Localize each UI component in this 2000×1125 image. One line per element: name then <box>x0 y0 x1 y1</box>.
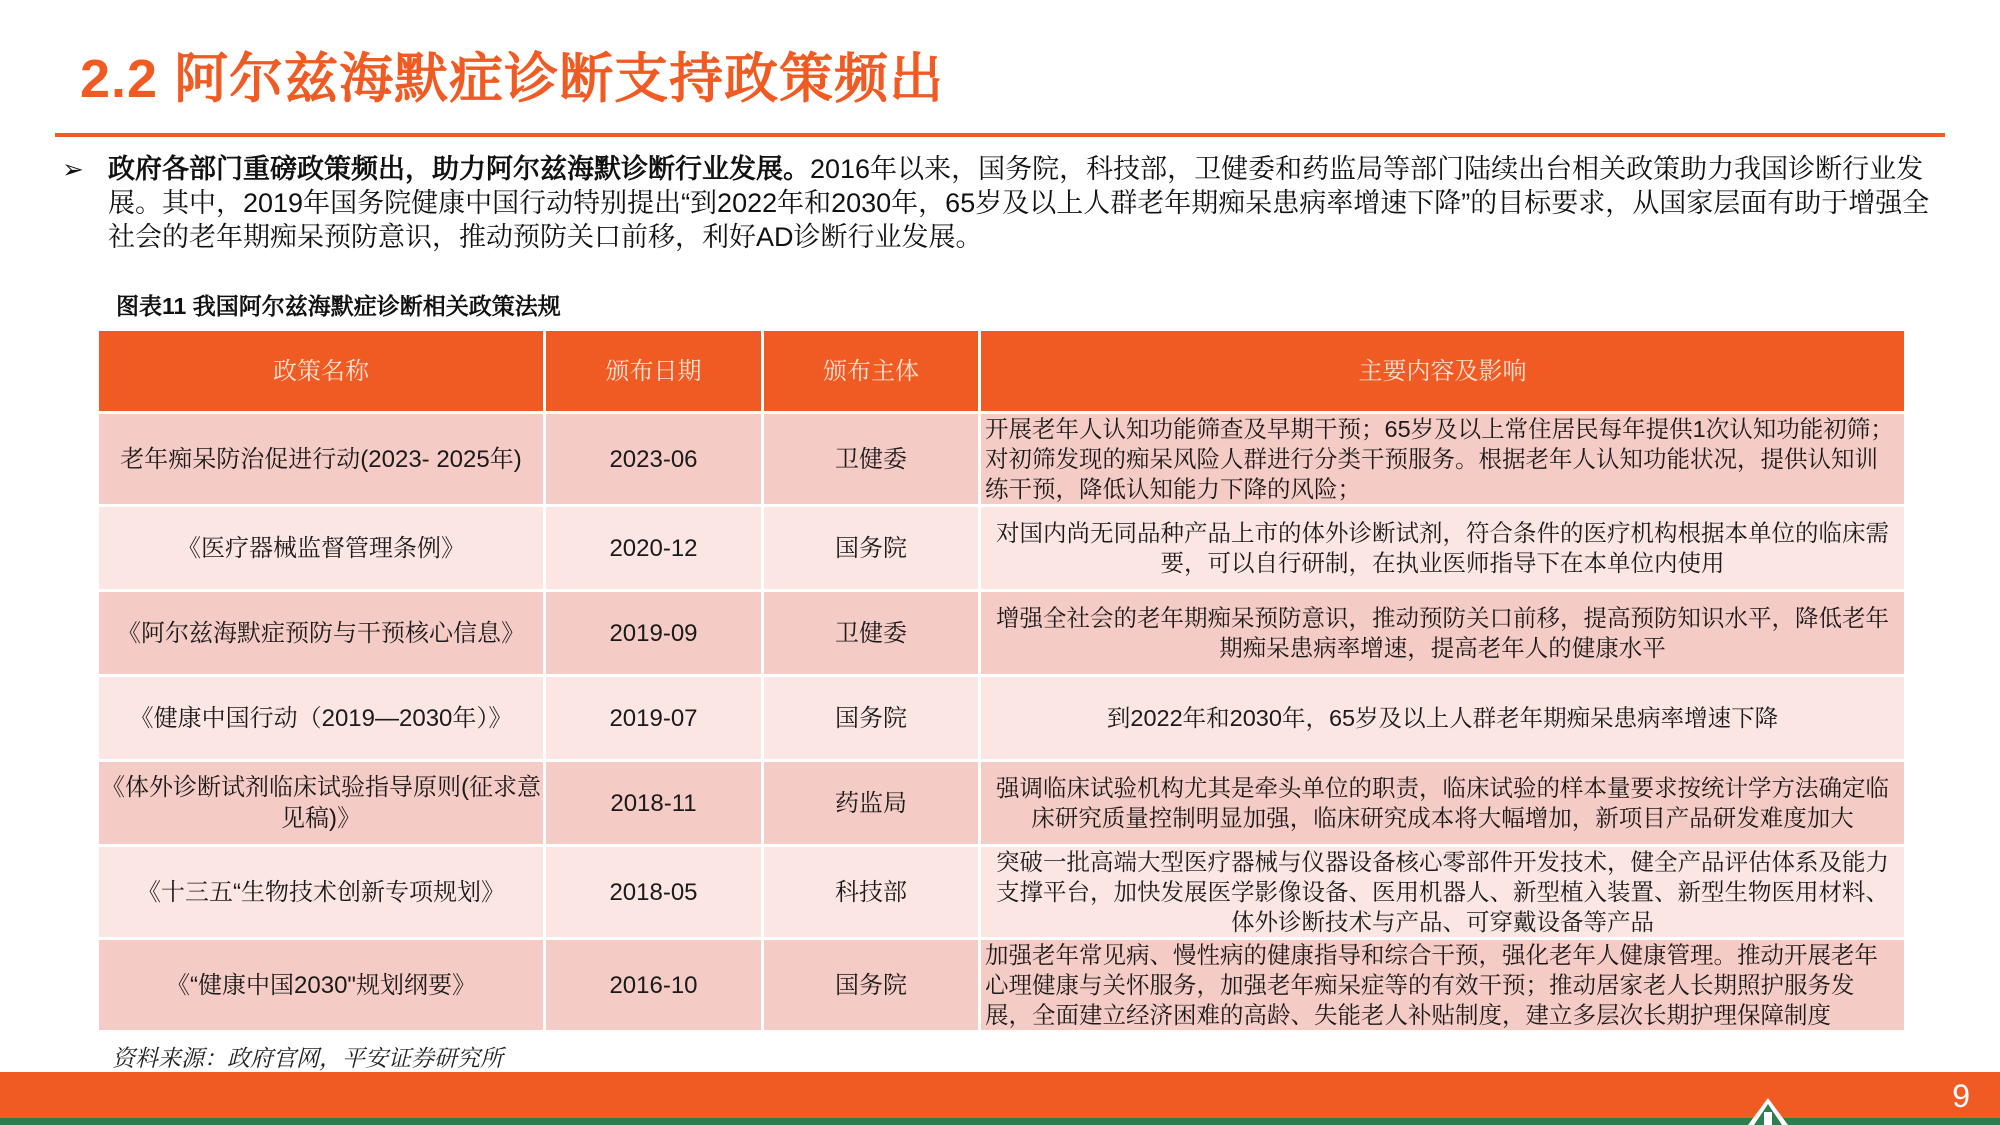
table-row <box>98 939 1906 1032</box>
cell-content: 开展老年人认知功能筛查及早期干预；65岁及以上常住居民每年提供1次认知功能初筛；对初筛发现的痴呆风险人群进行分类干预服务。根据老年人认知功能状况，提供认知训练干预，降低认知能力下降的风险； <box>980 413 1906 506</box>
table-row <box>98 846 1906 939</box>
cell-issuer: 科技部 <box>763 846 980 939</box>
page-number: 9 <box>1952 1078 1970 1114</box>
footer-bar <box>0 1072 2000 1118</box>
source-note: 资料来源：政府官网，平安证券研究所 <box>112 1045 503 1071</box>
table-row <box>98 413 1906 506</box>
table-row <box>98 761 1906 846</box>
page-title: 2.2 阿尔兹海默症诊断支持政策频出 <box>80 49 945 109</box>
cell-content: 强调临床试验机构尤其是牵头单位的职责，临床试验的样本量要求按统计学方法确定临床研究质量控制明显加强，临床研究成本将大幅增加，新项目产品研发难度加大 <box>980 761 1906 846</box>
intro-paragraph <box>108 152 1948 254</box>
cell-policy-name: 老年痴呆防治促进行动(2023- 2025年) <box>98 413 545 506</box>
footer-green-line <box>0 1118 2000 1125</box>
cell-content: 到2022年和2030年，65岁及以上人群老年期痴呆患病率增速下降 <box>980 676 1906 761</box>
table-caption: 图表11 我国阿尔兹海默症诊断相关政策法规 <box>116 293 561 319</box>
table-row <box>98 676 1906 761</box>
cell-content: 突破一批高端大型医疗器械与仪器设备核心零部件开发技术，健全产品评估体系及能力支撑平台，加快发展医学影像设备、医用机器人、新型植入装置、新型生物医用材料、体外诊断技术与产品、可穿戴设备等产品 <box>980 846 1906 939</box>
cell-issuer: 国务院 <box>763 939 980 1032</box>
cell-issuer: 国务院 <box>763 506 980 591</box>
title-divider <box>55 133 1945 137</box>
bullet-arrow-icon: ➢ <box>62 154 84 184</box>
cell-issue-date: 2018-11 <box>545 761 763 846</box>
cell-issue-date: 2019-07 <box>545 676 763 761</box>
cell-issuer: 国务院 <box>763 676 980 761</box>
cell-content: 加强老年常见病、慢性病的健康指导和综合干预，强化老年人健康管理。推动开展老年心理健康与关怀服务，加强老年痴呆症等的有效干预；推动居家老人长期照护服务发展，全面建立经济困难的高龄、失能老人补贴制度，建立多层次长期护理保障制度 <box>980 939 1906 1032</box>
cell-content: 对国内尚无同品种产品上市的体外诊断试剂，符合条件的医疗机构根据本单位的临床需要，可以自行研制，在执业医师指导下在本单位内使用 <box>980 506 1906 591</box>
cell-issue-date: 2018-05 <box>545 846 763 939</box>
cell-content: 增强全社会的老年期痴呆预防意识，推动预防关口前移，提高预防知识水平，降低老年期痴呆患病率增速，提高老年人的健康水平 <box>980 591 1906 676</box>
company-logo-icon <box>1748 1098 1788 1125</box>
cell-issue-date: 2023-06 <box>545 413 763 506</box>
header-issue-date: 颁布日期 <box>545 330 763 413</box>
table-row <box>98 506 1906 591</box>
cell-policy-name: 《体外诊断试剂临床试验指导原则(征求意见稿)》 <box>98 761 545 846</box>
cell-issue-date: 2019-09 <box>545 591 763 676</box>
cell-policy-name: 《医疗器械监督管理条例》 <box>98 506 545 591</box>
cell-issue-date: 2016-10 <box>545 939 763 1032</box>
header-content: 主要内容及影响 <box>980 330 1906 413</box>
cell-issue-date: 2020-12 <box>545 506 763 591</box>
table-header-row <box>98 330 1906 413</box>
intro-body: 2016年以来，国务院，科技部，卫健委和药监局等部门陆续出台相关政策助力我国诊断行业发展。其中，2019年国务院健康中国行动特别提出“到2022年和2030年，65岁及以上人群老年期痴呆患病率增速下降”的目标要求，从国家层面有助于增强全社会的老年期痴呆预防意识，推动预防关口前移，利好AD诊断行业发展。 <box>108 154 1930 252</box>
cell-issuer: 卫健委 <box>763 413 980 506</box>
header-issuer: 颁布主体 <box>763 330 980 413</box>
table-row <box>98 591 1906 676</box>
cell-issuer: 卫健委 <box>763 591 980 676</box>
cell-issuer: 药监局 <box>763 761 980 846</box>
intro-lead: 政府各部门重磅政策频出，助力阿尔兹海默诊断行业发展。 <box>108 154 810 184</box>
cell-policy-name: 《健康中国行动（2019—2030年）》 <box>98 676 545 761</box>
policy-table <box>96 328 1907 1033</box>
cell-policy-name: 《阿尔兹海默症预防与干预核心信息》 <box>98 591 545 676</box>
cell-policy-name: 《“健康中国2030"规划纲要》 <box>98 939 545 1032</box>
cell-policy-name: 《十三五“生物技术创新专项规划》 <box>98 846 545 939</box>
header-policy-name: 政策名称 <box>98 330 545 413</box>
